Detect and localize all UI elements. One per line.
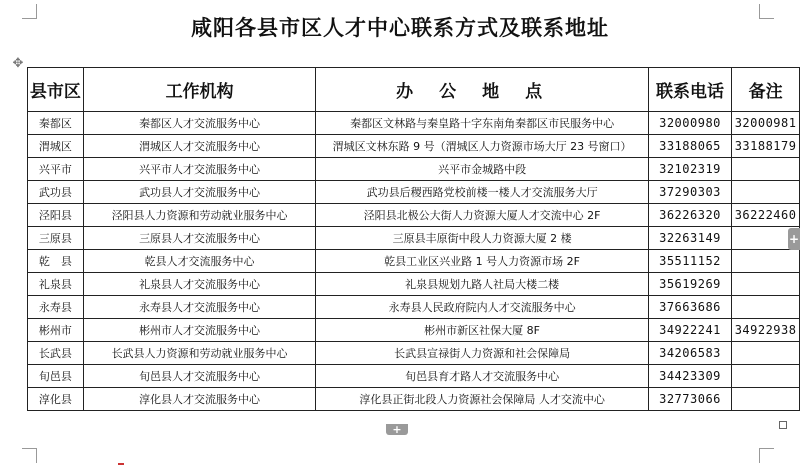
cell-address[interactable]: 长武县宣禄街人力资源和社会保障局 — [316, 342, 649, 365]
page-corner-mark — [22, 448, 37, 463]
cell-address[interactable]: 兴平市金城路中段 — [316, 158, 649, 181]
cell-phone[interactable]: 34423309 — [648, 365, 731, 388]
cell-address[interactable]: 泾阳县北极公大街人力资源大厦人才交流中心 2F — [316, 204, 649, 227]
cell-address[interactable]: 三原县丰原街中段人力资源大厦 2 楼 — [316, 227, 649, 250]
cell-notes[interactable]: 34922938 — [732, 319, 800, 342]
cell-organization[interactable]: 旬邑县人才交流服务中心 — [83, 365, 316, 388]
table-row — [28, 296, 800, 319]
cell-phone[interactable]: 33188065 — [648, 135, 731, 158]
cell-phone[interactable]: 32263149 — [648, 227, 731, 250]
cell-organization[interactable]: 泾阳县人力资源和劳动就业服务中心 — [83, 204, 316, 227]
table-row — [28, 388, 800, 411]
cell-organization[interactable]: 渭城区人才交流服务中心 — [83, 135, 316, 158]
cell-address[interactable]: 乾县工业区兴业路 1 号人力资源市场 2F — [316, 250, 649, 273]
cell-district[interactable]: 礼泉县 — [28, 273, 84, 296]
table-row — [28, 112, 800, 135]
table-row — [28, 273, 800, 296]
add-column-icon[interactable]: + — [788, 228, 800, 250]
table-row — [28, 158, 800, 181]
cell-district[interactable]: 永寿县 — [28, 296, 84, 319]
table-row — [28, 319, 800, 342]
table-row — [28, 365, 800, 388]
table-row — [28, 227, 800, 250]
cell-phone[interactable]: 34922241 — [648, 319, 731, 342]
cell-district[interactable]: 长武县 — [28, 342, 84, 365]
cell-address[interactable]: 秦都区文林路与秦皇路十字东南角秦都区市民服务中心 — [316, 112, 649, 135]
cell-address[interactable]: 旬邑县育才路人才交流服务中心 — [316, 365, 649, 388]
cell-district[interactable]: 泾阳县 — [28, 204, 84, 227]
cell-phone[interactable]: 32773066 — [648, 388, 731, 411]
cell-notes[interactable] — [732, 273, 800, 296]
table-row — [28, 250, 800, 273]
cell-district[interactable]: 旬邑县 — [28, 365, 84, 388]
table-move-handle-icon[interactable]: ✥ — [12, 56, 24, 71]
table-header-row — [28, 68, 800, 112]
cell-organization[interactable]: 永寿县人才交流服务中心 — [83, 296, 316, 319]
header-organization: 工作机构 — [83, 68, 316, 112]
cell-notes[interactable] — [732, 181, 800, 204]
cell-notes[interactable] — [732, 158, 800, 181]
contact-table — [27, 67, 800, 411]
cell-notes[interactable]: 36222460 — [732, 204, 800, 227]
cell-notes[interactable] — [732, 388, 800, 411]
header-office-address: 办公地点 — [316, 68, 649, 112]
cell-district[interactable]: 武功县 — [28, 181, 84, 204]
cell-district[interactable]: 乾 县 — [28, 250, 84, 273]
cell-organization[interactable]: 淳化县人才交流服务中心 — [83, 388, 316, 411]
cell-phone[interactable]: 37290303 — [648, 181, 731, 204]
cell-notes[interactable] — [732, 250, 800, 273]
table-row — [28, 342, 800, 365]
cell-district[interactable]: 渭城区 — [28, 135, 84, 158]
cell-notes[interactable]: 32000981 — [732, 112, 800, 135]
cell-organization[interactable]: 礼泉县人才交流服务中心 — [83, 273, 316, 296]
cell-district[interactable]: 三原县 — [28, 227, 84, 250]
cell-address[interactable]: 彬州市新区社保大厦 8F — [316, 319, 649, 342]
cell-phone[interactable]: 36226320 — [648, 204, 731, 227]
cell-organization[interactable]: 乾县人才交流服务中心 — [83, 250, 316, 273]
cell-district[interactable]: 秦都区 — [28, 112, 84, 135]
cell-notes[interactable] — [732, 296, 800, 319]
cell-organization[interactable]: 长武县人力资源和劳动就业服务中心 — [83, 342, 316, 365]
cell-phone[interactable]: 35511152 — [648, 250, 731, 273]
cell-phone[interactable]: 35619269 — [648, 273, 731, 296]
cell-organization[interactable]: 秦都区人才交流服务中心 — [83, 112, 316, 135]
cell-address[interactable]: 淳化县正街北段人力资源社会保障局 人才交流中心 — [316, 388, 649, 411]
header-notes: 备注 — [732, 68, 800, 112]
page-corner-mark — [759, 448, 774, 463]
table-row — [28, 204, 800, 227]
cell-organization[interactable]: 兴平市人才交流服务中心 — [83, 158, 316, 181]
cell-phone[interactable]: 37663686 — [648, 296, 731, 319]
table-row — [28, 181, 800, 204]
cell-organization[interactable]: 彬州市人才交流服务中心 — [83, 319, 316, 342]
cell-address[interactable]: 武功县后稷西路党校前楼一楼人才交流服务大厅 — [316, 181, 649, 204]
add-row-icon[interactable]: + — [386, 424, 408, 435]
cell-address[interactable]: 渭城区文林东路 9 号（渭城区人力资源市场大厅 23 号窗口） — [316, 135, 649, 158]
table-resize-handle[interactable] — [779, 421, 787, 429]
header-phone: 联系电话 — [648, 68, 731, 112]
header-district: 县市区 — [28, 68, 84, 112]
cell-phone[interactable]: 32102319 — [648, 158, 731, 181]
table-row — [28, 135, 800, 158]
cell-phone[interactable]: 32000980 — [648, 112, 731, 135]
cell-notes[interactable]: 33188179 — [732, 135, 800, 158]
cell-district[interactable]: 淳化县 — [28, 388, 84, 411]
cell-notes[interactable] — [732, 342, 800, 365]
cell-organization[interactable]: 三原县人才交流服务中心 — [83, 227, 316, 250]
contact-table-wrapper — [27, 67, 800, 411]
document-title: 咸阳各县市区人才中心联系方式及联系地址 — [191, 16, 609, 40]
cell-address[interactable]: 礼泉县规划九路人社局大楼二楼 — [316, 273, 649, 296]
cell-organization[interactable]: 武功县人才交流服务中心 — [83, 181, 316, 204]
cell-notes[interactable] — [732, 365, 800, 388]
table-body — [28, 112, 800, 411]
cell-phone[interactable]: 34206583 — [648, 342, 731, 365]
cell-district[interactable]: 兴平市 — [28, 158, 84, 181]
cell-district[interactable]: 彬州市 — [28, 319, 84, 342]
cell-address[interactable]: 永寿县人民政府院内人才交流服务中心 — [316, 296, 649, 319]
text-cursor — [118, 463, 124, 465]
